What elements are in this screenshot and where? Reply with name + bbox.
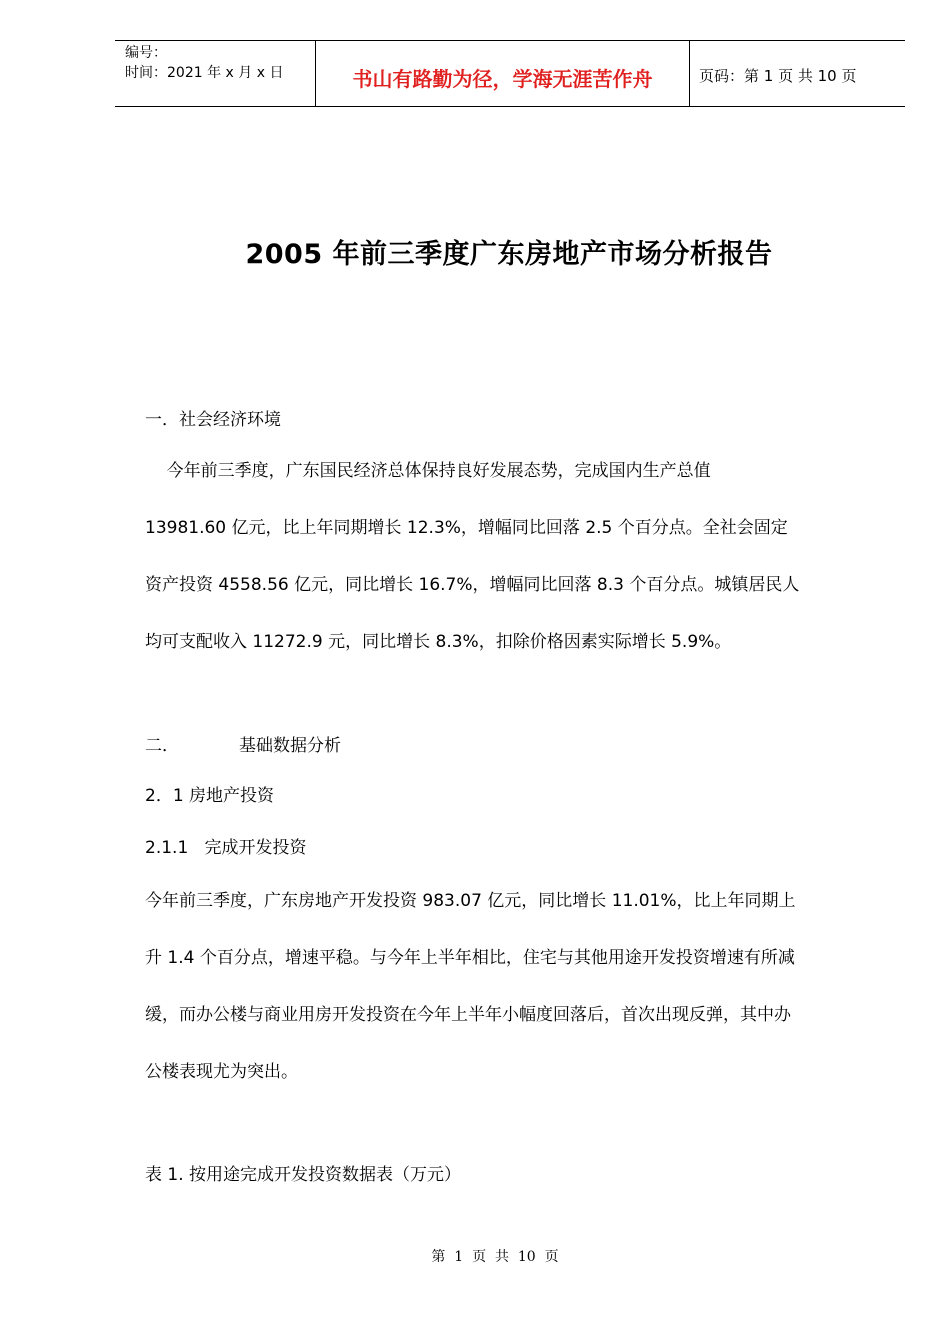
- time-label: 时间：2021 年 x 月 x 日: [125, 65, 284, 81]
- section-2-paragraph-line: 缓，而办公楼与商业用房开发投资在今年上半年小幅度回落后，首次出现反弹，其中办: [145, 1005, 791, 1025]
- section-1-paragraph-line: 均可支配收入 11272.9 元，同比增长 8.3%，扣除价格因素实际增长 5.9%。: [145, 632, 732, 652]
- section-1-paragraph-line: 今年前三季度，广东国民经济总体保持良好发展态势，完成国内生产总值: [145, 461, 711, 481]
- document-header: [115, 40, 905, 107]
- header-page-number: 页码：第 1 页 共 10 页: [699, 67, 857, 85]
- section-1-paragraph-line: 资产投资 4558.56 亿元，同比增长 16.7%，增幅同比回落 8.3 个百分点。城镇居民人: [145, 575, 800, 595]
- section-2-paragraph-line: 公楼表现尤为突出。: [145, 1062, 298, 1082]
- section-1-paragraph-line: 13981.60 亿元，比上年同期增长 12.3%，增幅同比回落 2.5 个百分点。全社会固定: [145, 518, 788, 538]
- header-meta: [125, 43, 283, 83]
- subsection-heading: 2．1 房地产投资: [145, 786, 275, 806]
- table-caption: 表 1. 按用途完成开发投资数据表（万元）: [145, 1165, 462, 1185]
- header-divider: [689, 41, 690, 106]
- sub-subsection-heading: 2.1.1 完成开发投资: [145, 838, 307, 858]
- section-2-paragraph-line: 今年前三季度，广东房地产开发投资 983.07 亿元，同比增长 11.01%，比上年同期上: [145, 891, 796, 911]
- code-label: 编号：: [125, 45, 167, 61]
- section-1-heading: 一．社会经济环境: [145, 410, 281, 430]
- footer-page-number: 第 1 页 共 10 页: [431, 1249, 559, 1265]
- header-motto: 书山有路勤为径，学海无涯苦作舟: [352, 67, 653, 91]
- section-2-heading-text: 基础数据分析: [239, 736, 341, 756]
- document-title: 2005 年前三季度广东房地产市场分析报告: [245, 239, 773, 270]
- section-2-heading-number: 二．: [145, 736, 179, 756]
- section-2-heading: [145, 731, 341, 756]
- section-2-paragraph-line: 升 1.4 个百分点，增速平稳。与今年上半年相比，住宅与其他用途开发投资增速有所减: [145, 948, 795, 968]
